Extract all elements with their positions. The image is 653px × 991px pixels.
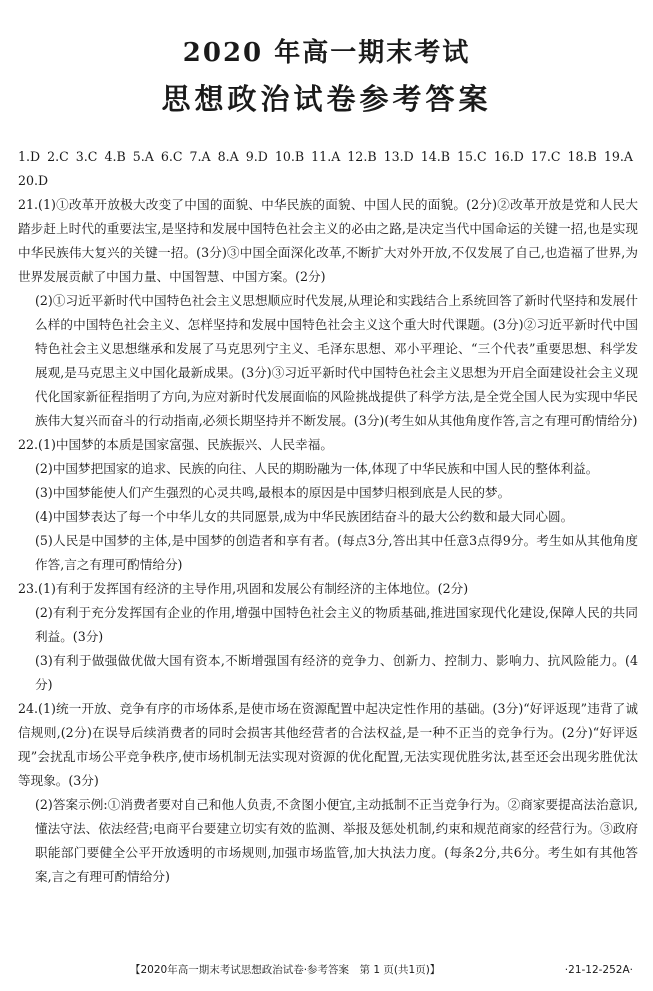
answer-paragraph: [18, 433, 638, 457]
choice-answer: 13.D: [383, 149, 414, 164]
answer-text: (1)统一开放、竞争有序的市场体系,是使市场在资源配置中起决定性作用的基础。(3分)“好评返现”违背了诚信规则,(2分)在误导后续消费者的同时会损害其他经营者的合法权益,是一种不正当的竞争行为。(2分)“好评返现”会扰乱市场公平竞争秩序,使市场机制无法实现对资源的优化配置,无法实现优胜劣汰,甚至还会出现劣胜优汰等现象。(3分): [18, 701, 638, 788]
answer-text: (2)中国梦把国家的追求、民族的向往、人民的期盼融为一体,体现了中华民族和中国人民的整体利益。: [35, 461, 599, 476]
choice-answer: 15.C: [457, 149, 487, 164]
choice-answer: 1.D: [18, 149, 41, 164]
choice-answer: 20.D: [18, 173, 49, 188]
answer-paragraph: [18, 457, 638, 481]
answer-text: (3)有利于做强做优做大国有资本,不断增强国有经济的竞争力、创新力、控制力、影响力、抗风险能力。(4分): [35, 653, 638, 692]
answer-text: (4)中国梦表达了每一个中华儿女的共同愿景,成为中华民族团结奋斗的最大公约数和最大同心圆。: [35, 509, 574, 524]
choice-answer: 19.A: [603, 149, 633, 164]
question-block: [18, 193, 638, 433]
footer-page-info: 【2020年高一期末考试思想政治试卷·参考答案 第 1 页(共1页)】: [130, 964, 441, 976]
question-block: [18, 577, 638, 697]
footer-code: ·21-12-252A·: [564, 964, 633, 976]
choice-answer: 4.B: [104, 149, 126, 164]
title-line-1: 2020 年高一期末考试: [182, 38, 471, 68]
choice-answer: 18.B: [567, 149, 597, 164]
answer-text: (2)①习近平新时代中国特色社会主义思想顺应时代发展,从理论和实践结合上系统回答了新时代坚持和发展什么样的中国特色社会主义、怎样坚持和发展中国特色社会主义这个重大时代课题。(3分)②习近平新时代中国特色社会主义思想继承和发展了马克思列宁主义、毛泽东思想、邓小平理论、“三个代表”重要思想、科学发展观,是马克思主义中国化最新成果。(3分)③习近平新时代中国特色社会主义思想为开启全面建设社会主义现代化国家新征程指明了方向,为应对新时代发展面临的风险挑战提供了科学方法,是全党全国人民为实现中华民族伟大复兴而奋斗的行动指南,必须长期坚持并不断发展。(3分)(考生如从其他角度作答,言之有理可酌情给分): [35, 293, 638, 428]
answer-paragraph: [18, 577, 638, 601]
choice-answer: 6.C: [160, 149, 183, 164]
question-block: [18, 433, 638, 577]
question-number: 23.: [18, 581, 39, 596]
choice-answer: 16.D: [493, 149, 524, 164]
choice-answer: 10.B: [274, 149, 305, 164]
answer-paragraph: [18, 481, 638, 505]
choice-answer: 5.A: [132, 149, 154, 164]
answer-paragraph: [18, 649, 638, 697]
answer-text: (1)中国梦的本质是国家富强、民族振兴、人民幸福。: [38, 437, 333, 452]
answer-content: [18, 145, 638, 889]
choice-answer: 14.B: [420, 149, 451, 164]
answer-paragraph: [18, 505, 638, 529]
choice-answer: 17.C: [530, 149, 561, 164]
question-number: 21.: [18, 197, 39, 212]
answer-paragraph: [18, 601, 638, 649]
question-list: [18, 193, 638, 889]
answer-text: (5)人民是中国梦的主体,是中国梦的创造者和享有者。(每点3分,答出其中任意3点得9分。考生如从其他角度作答,言之有理可酌情给分): [35, 533, 638, 572]
question-block: [18, 697, 638, 889]
answer-paragraph: [18, 529, 638, 577]
answer-text: (2)有利于充分发挥国有企业的作用,增强中国特色社会主义的物质基础,推进国家现代化建设,保障人民的共同利益。(3分): [35, 605, 638, 644]
title-line-2: 思想政治试卷参考答案: [161, 82, 492, 116]
choice-answer: 7.A: [189, 149, 211, 164]
answer-paragraph: [18, 697, 638, 793]
answer-paragraph: [18, 289, 638, 433]
answer-text: (1)①改革开放极大改变了中国的面貌、中华民族的面貌、中国人民的面貌。(2分)②改革开放是党和人民大踏步赶上时代的重要法宝,是坚持和发展中国特色社会主义的必由之路,是决定当代中国命运的关键一招,也是实现中华民族伟大复兴的关键一招。(3分)③中国全面深化改革,不断扩大对外开放,不仅发展了自己,也造福了世界,为世界发展贡献了中国力量、中国智慧、中国方案。(2分): [18, 197, 638, 284]
answer-paragraph: [18, 193, 638, 289]
choice-answer: 2.C: [47, 149, 69, 164]
answer-text: (2)答案示例:①消费者要对自己和他人负责,不贪图小便宜,主动抵制不正当竞争行为。②商家要提高法治意识,懂法守法、依法经营;电商平台要建立切实有效的监测、举报及惩处机制,约束和规范商家的经营行为。③政府职能部门要健全公平开放透明的市场规则,加强市场监管,加大执法力度。(每条2分,共6分。考生如有其他答案,言之有理可酌情给分): [35, 797, 638, 884]
choice-answer: 11.A: [311, 149, 341, 164]
choice-answer: 8.A: [217, 149, 239, 164]
choice-answer-list: [18, 145, 638, 193]
question-number: 22.: [18, 437, 39, 452]
question-number: 24.: [18, 701, 39, 716]
answer-text: (3)中国梦能使人们产生强烈的心灵共鸣,最根本的原因是中国梦归根到底是人民的梦。: [35, 485, 511, 500]
answer-text: (1)有利于发挥国有经济的主导作用,巩固和发展公有制经济的主体地位。(2分): [38, 581, 469, 596]
choice-answer: 3.C: [75, 149, 98, 164]
answer-paragraph: [18, 793, 638, 889]
choice-answer: 9.D: [245, 149, 268, 164]
choice-answer: 12.B: [347, 149, 377, 164]
